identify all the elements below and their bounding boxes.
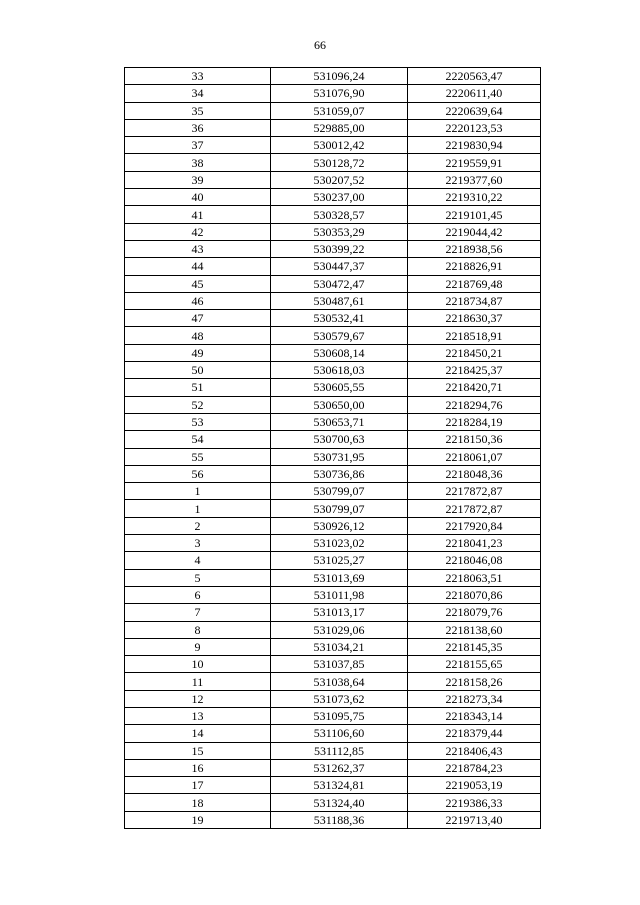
point-number-cell: 10 <box>125 656 271 673</box>
y-coordinate-cell: 2218145,35 <box>408 638 541 655</box>
x-coordinate-cell: 531106,60 <box>271 725 408 742</box>
x-coordinate-cell: 531324,40 <box>271 794 408 811</box>
point-number-cell: 37 <box>125 137 271 154</box>
y-coordinate-cell: 2219559,91 <box>408 154 541 171</box>
y-coordinate-cell: 2218041,23 <box>408 535 541 552</box>
y-coordinate-cell: 2219044,42 <box>408 223 541 240</box>
table-row <box>125 638 541 655</box>
y-coordinate-cell: 2218273,34 <box>408 690 541 707</box>
point-number-cell: 33 <box>125 68 271 85</box>
point-number-cell: 41 <box>125 206 271 223</box>
point-number-cell: 35 <box>125 102 271 119</box>
table-row <box>125 85 541 102</box>
coordinates-table <box>124 67 541 829</box>
point-number-cell: 40 <box>125 189 271 206</box>
x-coordinate-cell: 530487,61 <box>271 292 408 309</box>
y-coordinate-cell: 2218138,60 <box>408 621 541 638</box>
x-coordinate-cell: 531034,21 <box>271 638 408 655</box>
y-coordinate-cell: 2218150,36 <box>408 431 541 448</box>
point-number-cell: 9 <box>125 638 271 655</box>
x-coordinate-cell: 530700,63 <box>271 431 408 448</box>
point-number-cell: 14 <box>125 725 271 742</box>
y-coordinate-cell: 2218518,91 <box>408 327 541 344</box>
x-coordinate-cell: 530650,00 <box>271 396 408 413</box>
table-row <box>125 656 541 673</box>
x-coordinate-cell: 530472,47 <box>271 275 408 292</box>
y-coordinate-cell: 2219830,94 <box>408 137 541 154</box>
point-number-cell: 3 <box>125 535 271 552</box>
x-coordinate-cell: 530608,14 <box>271 344 408 361</box>
table-row <box>125 258 541 275</box>
table-row <box>125 223 541 240</box>
table-row <box>125 725 541 742</box>
y-coordinate-cell: 2218343,14 <box>408 707 541 724</box>
x-coordinate-cell: 530207,52 <box>271 171 408 188</box>
table-row <box>125 137 541 154</box>
x-coordinate-cell: 530799,07 <box>271 500 408 517</box>
y-coordinate-cell: 2218294,76 <box>408 396 541 413</box>
point-number-cell: 19 <box>125 811 271 828</box>
table-row <box>125 777 541 794</box>
point-number-cell: 52 <box>125 396 271 413</box>
x-coordinate-cell: 530399,22 <box>271 240 408 257</box>
table-row <box>125 275 541 292</box>
x-coordinate-cell: 530618,03 <box>271 362 408 379</box>
y-coordinate-cell: 2218158,26 <box>408 673 541 690</box>
x-coordinate-cell: 531059,07 <box>271 102 408 119</box>
point-number-cell: 56 <box>125 465 271 482</box>
x-coordinate-cell: 530579,67 <box>271 327 408 344</box>
x-coordinate-cell: 530653,71 <box>271 413 408 430</box>
y-coordinate-cell: 2218938,56 <box>408 240 541 257</box>
point-number-cell: 46 <box>125 292 271 309</box>
x-coordinate-cell: 530605,55 <box>271 379 408 396</box>
point-number-cell: 54 <box>125 431 271 448</box>
x-coordinate-cell: 531011,98 <box>271 586 408 603</box>
table-row <box>125 483 541 500</box>
y-coordinate-cell: 2219386,33 <box>408 794 541 811</box>
point-number-cell: 47 <box>125 310 271 327</box>
table-row <box>125 68 541 85</box>
table-row <box>125 189 541 206</box>
point-number-cell: 17 <box>125 777 271 794</box>
y-coordinate-cell: 2218826,91 <box>408 258 541 275</box>
point-number-cell: 6 <box>125 586 271 603</box>
point-number-cell: 49 <box>125 344 271 361</box>
table-row <box>125 344 541 361</box>
x-coordinate-cell: 530128,72 <box>271 154 408 171</box>
y-coordinate-cell: 2218420,71 <box>408 379 541 396</box>
table-row <box>125 171 541 188</box>
x-coordinate-cell: 531023,02 <box>271 535 408 552</box>
x-coordinate-cell: 531324,81 <box>271 777 408 794</box>
table-row <box>125 586 541 603</box>
table-row <box>125 604 541 621</box>
y-coordinate-cell: 2220123,53 <box>408 119 541 136</box>
point-number-cell: 1 <box>125 500 271 517</box>
y-coordinate-cell: 2218046,08 <box>408 552 541 569</box>
table-row <box>125 673 541 690</box>
x-coordinate-cell: 531096,24 <box>271 68 408 85</box>
point-number-cell: 2 <box>125 517 271 534</box>
point-number-cell: 13 <box>125 707 271 724</box>
table-row <box>125 119 541 136</box>
table-row <box>125 206 541 223</box>
table-row <box>125 621 541 638</box>
x-coordinate-cell: 530237,00 <box>271 189 408 206</box>
coordinates-table-body <box>125 68 541 829</box>
table-row <box>125 448 541 465</box>
table-row <box>125 569 541 586</box>
page-number: 66 <box>314 38 326 52</box>
y-coordinate-cell: 2219310,22 <box>408 189 541 206</box>
point-number-cell: 53 <box>125 413 271 430</box>
y-coordinate-cell: 2220639,64 <box>408 102 541 119</box>
y-coordinate-cell: 2218769,48 <box>408 275 541 292</box>
y-coordinate-cell: 2219713,40 <box>408 811 541 828</box>
table-row <box>125 794 541 811</box>
y-coordinate-cell: 2218070,86 <box>408 586 541 603</box>
x-coordinate-cell: 531076,90 <box>271 85 408 102</box>
x-coordinate-cell: 529885,00 <box>271 119 408 136</box>
table-row <box>125 552 541 569</box>
table-row <box>125 535 541 552</box>
table-row <box>125 811 541 828</box>
table-row <box>125 413 541 430</box>
x-coordinate-cell: 531188,36 <box>271 811 408 828</box>
table-row <box>125 517 541 534</box>
point-number-cell: 50 <box>125 362 271 379</box>
y-coordinate-cell: 2218284,19 <box>408 413 541 430</box>
x-coordinate-cell: 531262,37 <box>271 759 408 776</box>
y-coordinate-cell: 2217872,87 <box>408 483 541 500</box>
y-coordinate-cell: 2218425,37 <box>408 362 541 379</box>
x-coordinate-cell: 531037,85 <box>271 656 408 673</box>
y-coordinate-cell: 2220563,47 <box>408 68 541 85</box>
y-coordinate-cell: 2218630,37 <box>408 310 541 327</box>
x-coordinate-cell: 531025,27 <box>271 552 408 569</box>
x-coordinate-cell: 531013,69 <box>271 569 408 586</box>
x-coordinate-cell: 530353,29 <box>271 223 408 240</box>
point-number-cell: 39 <box>125 171 271 188</box>
x-coordinate-cell: 531073,62 <box>271 690 408 707</box>
point-number-cell: 16 <box>125 759 271 776</box>
x-coordinate-cell: 531029,06 <box>271 621 408 638</box>
x-coordinate-cell: 530926,12 <box>271 517 408 534</box>
y-coordinate-cell: 2218155,65 <box>408 656 541 673</box>
table-row <box>125 310 541 327</box>
x-coordinate-cell: 530799,07 <box>271 483 408 500</box>
point-number-cell: 11 <box>125 673 271 690</box>
x-coordinate-cell: 530328,57 <box>271 206 408 223</box>
table-row <box>125 327 541 344</box>
table-row <box>125 292 541 309</box>
table-row <box>125 431 541 448</box>
point-number-cell: 38 <box>125 154 271 171</box>
table-row <box>125 742 541 759</box>
y-coordinate-cell: 2218784,23 <box>408 759 541 776</box>
y-coordinate-cell: 2218379,44 <box>408 725 541 742</box>
point-number-cell: 44 <box>125 258 271 275</box>
y-coordinate-cell: 2218406,43 <box>408 742 541 759</box>
table-row <box>125 396 541 413</box>
point-number-cell: 43 <box>125 240 271 257</box>
y-coordinate-cell: 2217872,87 <box>408 500 541 517</box>
x-coordinate-cell: 530532,41 <box>271 310 408 327</box>
x-coordinate-cell: 531112,85 <box>271 742 408 759</box>
point-number-cell: 4 <box>125 552 271 569</box>
table-row <box>125 154 541 171</box>
point-number-cell: 15 <box>125 742 271 759</box>
table-row <box>125 362 541 379</box>
y-coordinate-cell: 2218450,21 <box>408 344 541 361</box>
table-row <box>125 500 541 517</box>
point-number-cell: 12 <box>125 690 271 707</box>
x-coordinate-cell: 530736,86 <box>271 465 408 482</box>
y-coordinate-cell: 2218079,76 <box>408 604 541 621</box>
y-coordinate-cell: 2218048,36 <box>408 465 541 482</box>
x-coordinate-cell: 531013,17 <box>271 604 408 621</box>
point-number-cell: 45 <box>125 275 271 292</box>
y-coordinate-cell: 2217920,84 <box>408 517 541 534</box>
table-row <box>125 707 541 724</box>
table-row <box>125 379 541 396</box>
point-number-cell: 51 <box>125 379 271 396</box>
y-coordinate-cell: 2219053,19 <box>408 777 541 794</box>
point-number-cell: 48 <box>125 327 271 344</box>
table-row <box>125 102 541 119</box>
x-coordinate-cell: 530447,37 <box>271 258 408 275</box>
table-row <box>125 690 541 707</box>
x-coordinate-cell: 531095,75 <box>271 707 408 724</box>
y-coordinate-cell: 2218061,07 <box>408 448 541 465</box>
point-number-cell: 7 <box>125 604 271 621</box>
point-number-cell: 8 <box>125 621 271 638</box>
y-coordinate-cell: 2219377,60 <box>408 171 541 188</box>
point-number-cell: 36 <box>125 119 271 136</box>
x-coordinate-cell: 530731,95 <box>271 448 408 465</box>
y-coordinate-cell: 2218734,87 <box>408 292 541 309</box>
point-number-cell: 5 <box>125 569 271 586</box>
point-number-cell: 55 <box>125 448 271 465</box>
x-coordinate-cell: 530012,42 <box>271 137 408 154</box>
y-coordinate-cell: 2219101,45 <box>408 206 541 223</box>
table-row <box>125 759 541 776</box>
table-row <box>125 240 541 257</box>
point-number-cell: 1 <box>125 483 271 500</box>
x-coordinate-cell: 531038,64 <box>271 673 408 690</box>
table-row <box>125 465 541 482</box>
point-number-cell: 18 <box>125 794 271 811</box>
point-number-cell: 34 <box>125 85 271 102</box>
y-coordinate-cell: 2218063,51 <box>408 569 541 586</box>
y-coordinate-cell: 2220611,40 <box>408 85 541 102</box>
point-number-cell: 42 <box>125 223 271 240</box>
